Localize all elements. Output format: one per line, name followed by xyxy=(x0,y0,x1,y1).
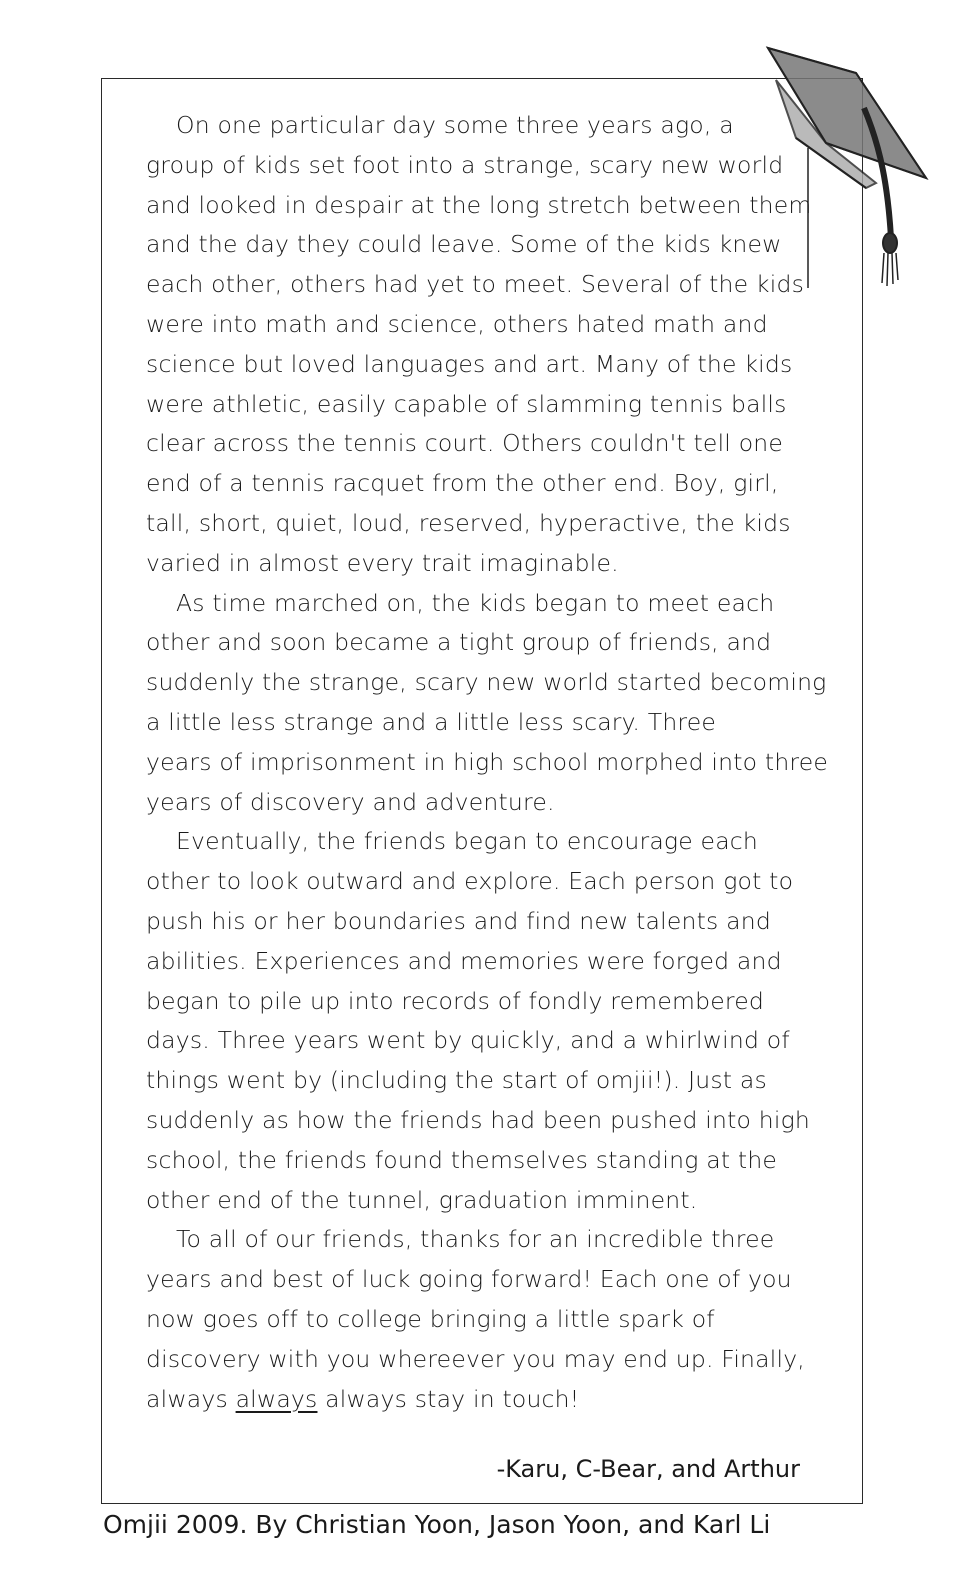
text-line: things went by (including the start of omjii!). Just as xyxy=(146,1066,767,1095)
text-line: tall, short, quiet, loud, reserved, hyperactive, the kids xyxy=(146,508,791,537)
text-line: were athletic, easily capable of slamming tennis balls xyxy=(146,389,787,418)
text-line: years of discovery and adventure. xyxy=(146,787,555,816)
text-line: end of a tennis racquet from the other end. Boy, girl, xyxy=(146,469,779,498)
text-line: discovery with you whereever you may end up. Finally, xyxy=(146,1344,805,1373)
letter-body xyxy=(146,106,829,1419)
text-line-final xyxy=(146,1380,826,1420)
paragraph-1 xyxy=(146,106,826,584)
text-line: each other, others had yet to meet. Several of the kids xyxy=(146,270,805,299)
text-line: now goes off to college bringing a little spark of xyxy=(146,1304,715,1333)
text-line: other end of the tunnel, graduation imminent. xyxy=(146,1185,698,1214)
text-line: were into math and science, others hated math and xyxy=(146,309,768,338)
text-line: varied in almost every trait imaginable. xyxy=(146,548,619,577)
signature: -Karu, C-Bear, and Arthur xyxy=(496,1455,800,1483)
text-line: group of kids set foot into a strange, scary new world xyxy=(146,150,784,179)
text-line: push his or her boundaries and find new talents and xyxy=(146,906,771,935)
text-line: To all of our friends, thanks for an incredible three xyxy=(176,1225,775,1254)
text-line: days. Three years went by quickly, and a whirlwind of xyxy=(146,1026,790,1055)
text-line: began to pile up into records of fondly remembered xyxy=(146,986,764,1015)
text-line: and looked in despair at the long stretch between them xyxy=(146,190,812,219)
credit-line: Omjii 2009. By Christian Yoon, Jason Yoon, and Karl Li xyxy=(103,1510,771,1539)
text-line: a little less strange and a little less scary. Three xyxy=(146,707,717,736)
text-line: Eventually, the friends began to encourage each xyxy=(176,827,759,856)
text-line: On one particular day some three years ago, a xyxy=(176,111,734,139)
text-fragment: always xyxy=(146,1384,236,1413)
text-line: other and soon became a tight group of friends, and xyxy=(146,628,772,657)
text-line: school, the friends found themselves standing at the xyxy=(146,1145,778,1174)
paragraph-3 xyxy=(146,822,826,1220)
text-line: suddenly the strange, scary new world started becoming xyxy=(146,668,827,697)
underlined-word: always xyxy=(235,1384,318,1413)
text-line: other to look outward and explore. Each person got to xyxy=(146,867,794,896)
text-line: clear across the tennis court. Others couldn't tell one xyxy=(146,429,784,458)
text-line: years of imprisonment in high school morphed into three xyxy=(146,747,829,776)
text-line: abilities. Experiences and memories were forged and xyxy=(146,946,782,975)
text-fragment: always stay in touch! xyxy=(317,1384,580,1413)
text-line: suddenly as how the friends had been pushed into high xyxy=(146,1105,810,1134)
paragraph-2 xyxy=(146,584,829,823)
text-line: and the day they could leave. Some of the kids knew xyxy=(146,230,782,259)
text-line: science but loved languages and art. Many of the kids xyxy=(146,349,793,378)
paragraph-4 xyxy=(146,1220,826,1419)
text-line: years and best of luck going forward! Each one of you xyxy=(146,1265,792,1294)
text-line: As time marched on, the kids began to meet each xyxy=(176,588,775,617)
